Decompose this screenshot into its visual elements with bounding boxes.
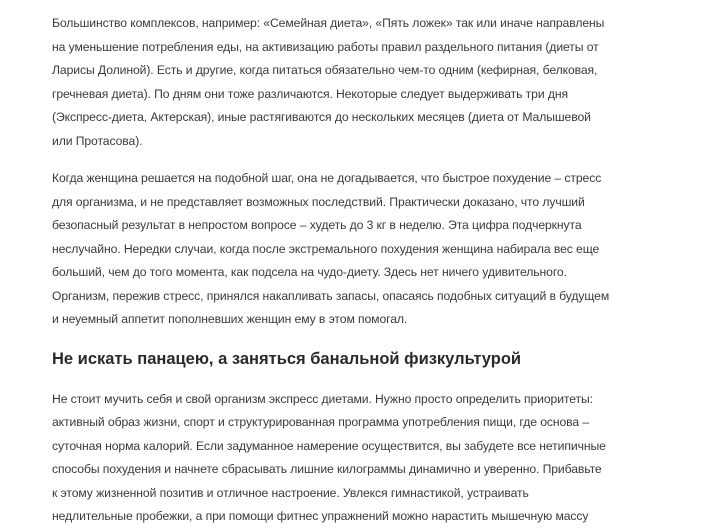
text-line: больший, чем до того момента, как подсела на чудо-диету. Здесь нет ничего удивительного.: [52, 265, 567, 279]
text-line: безопасный результат в непростом вопросе – худеть до 3 кг в неделю. Эта цифра подчеркнута: [52, 218, 582, 232]
text-line: к этому жизненной позитив и отличное настроение. Увлекся гимнастикой, устраивать: [52, 485, 529, 500]
text-line: Не стоит мучить себя и свой организм экспресс диетами. Нужно просто определить приоритеты:: [52, 391, 593, 406]
text-line: недлительные пробежки, а при помощи фитнес упражнений можно нарастить мышечную массу: [52, 509, 589, 523]
text-line: Большинство комплексов, например: «Семейная диета», «Пять ложек» так или иначе направлены: [52, 16, 605, 30]
text-line: Когда женщина решается на подобной шаг, она не догадывается, что быстрое похудение – стресс: [52, 171, 602, 185]
text-line: (Экспресс-диета, Актерская), иные растягиваются до нескольких месяцев (диета от Малышевой: [52, 110, 591, 124]
text-line: для организма, и не представляет возможных последствий. Практически доказано, что лучший: [52, 194, 585, 209]
text-line: и неуемный аппетит пополневших женщин ему в этом помогал.: [52, 312, 408, 326]
text-line: способы похудения и начнете сбрасывать лишние килограммы динамично и уверенно. Прибавьте: [52, 462, 602, 476]
text-line: активный образ жизни, спорт и структурированная программа употребления пищи, где основа –: [52, 415, 590, 429]
section-heading: Не искать панацею, а заняться банальной физкультурой: [52, 349, 522, 368]
text-line: или Протасова).: [52, 133, 143, 148]
paragraph-stress: [52, 167, 686, 332]
text-line: суточная норма калорий. Если задуманное намерение осуществится, вы забудете все нетипичные: [52, 438, 606, 453]
text-line: на уменьшение потребления еды, на активизацию работы правил раздельного питания (диеты от: [52, 39, 599, 54]
paragraph-diet-types: [52, 12, 686, 153]
text-line: неслучайно. Нередки случаи, когда после экстремального похудения женщина набирала вес еще: [52, 241, 600, 256]
paragraph-exercise: [52, 388, 686, 529]
text-line: гречневая диета). По дням они тоже различаются. Некоторые следует выдерживать три дня: [52, 86, 568, 101]
text-line: Организм, пережив стресс, принялся накапливать запасы, опасаясь подобных ситуаций в будущем: [52, 288, 610, 303]
text-line: Ларисы Долиной). Есть и другие, когда питаться обязательно чем-то одним (кефирная, белковая,: [52, 63, 598, 77]
